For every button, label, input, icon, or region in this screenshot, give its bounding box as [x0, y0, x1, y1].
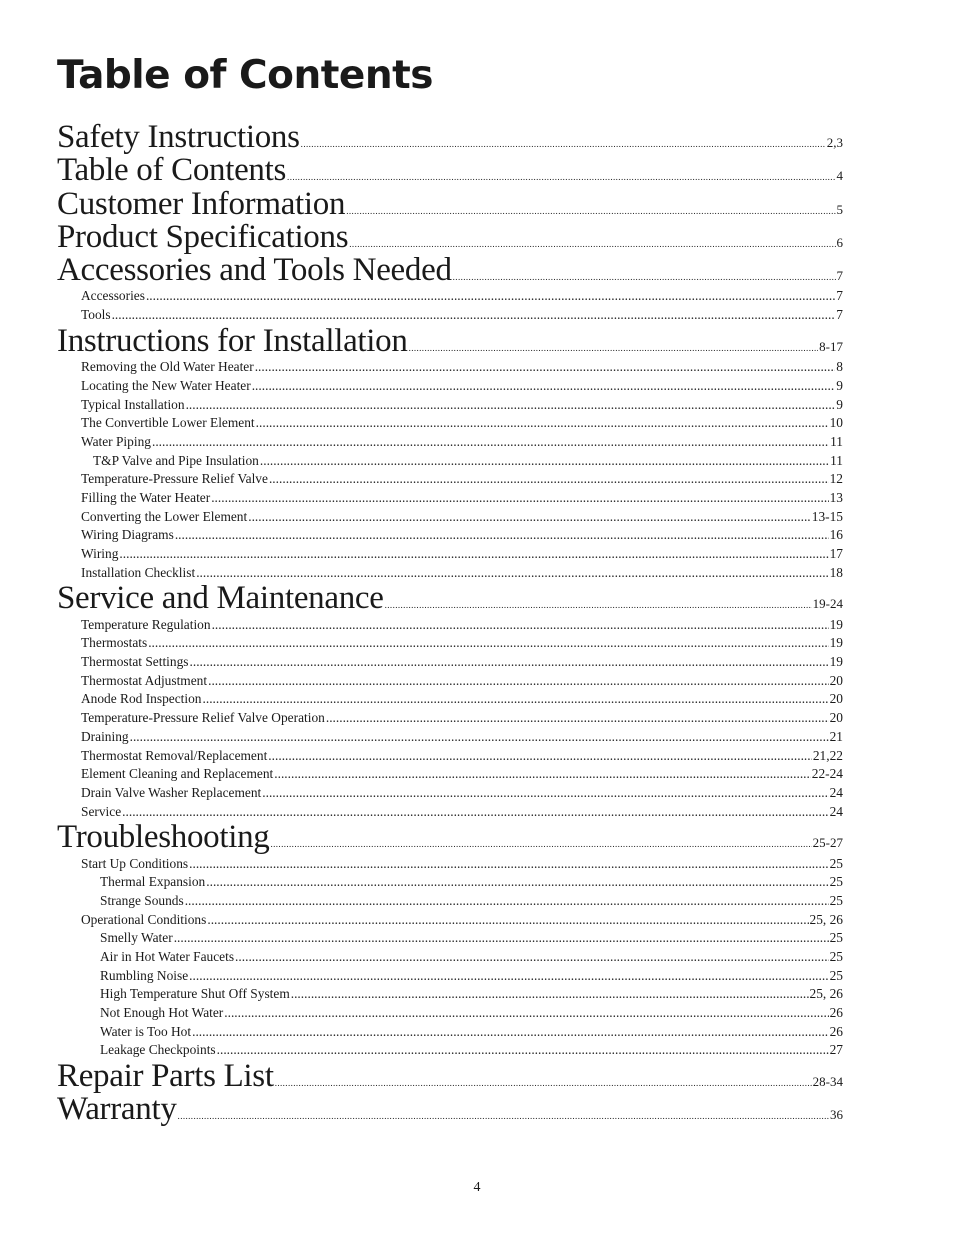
toc-entry-label: Drain Valve Washer Replacement — [81, 784, 262, 800]
toc-subsection-entry — [57, 526, 843, 545]
toc-entry-label: Wiring Diagrams — [81, 527, 174, 543]
dot-leader — [146, 287, 835, 306]
toc-entry-page: 19 — [829, 635, 843, 651]
toc-subsection-entry — [57, 948, 843, 967]
toc-entry-label: Accessories and Tools Needed — [57, 252, 452, 289]
toc-entry-label: High Temperature Shut Off System — [100, 986, 290, 1002]
dot-leader — [270, 839, 811, 849]
toc-entry-label: Anode Rod Inspection — [81, 691, 202, 707]
toc-entry-page: 19-24 — [812, 596, 843, 612]
toc-subsection-entry — [57, 653, 843, 672]
toc-subsection-entry — [57, 1023, 843, 1042]
toc-entry-page: 25 — [829, 930, 843, 946]
dot-leader — [274, 765, 811, 784]
page-title: Table of Contents — [57, 53, 433, 98]
toc-entry-label: Strange Sounds — [100, 892, 184, 908]
toc-subsection-entry — [57, 690, 843, 709]
toc-entry-label: Temperature Regulation — [81, 616, 211, 632]
toc-subsection-entry — [57, 396, 843, 415]
dot-leader — [255, 358, 836, 377]
dot-leader — [262, 784, 828, 803]
toc-entry-page: 25, 26 — [809, 986, 843, 1002]
table-of-contents — [57, 121, 843, 1127]
toc-subsection-entry — [57, 873, 843, 892]
toc-entry-page: 11 — [830, 433, 843, 449]
dot-leader — [275, 1078, 812, 1088]
dot-leader — [192, 1023, 829, 1042]
toc-subsection-entry — [57, 452, 843, 471]
toc-entry-label: Draining — [81, 728, 129, 744]
toc-entry-page: 13-15 — [811, 508, 843, 524]
toc-entry-page: 17 — [829, 546, 843, 562]
toc-entry-label: Converting the Lower Element — [81, 508, 248, 524]
toc-entry-page: 12 — [829, 471, 843, 487]
toc-subsection-entry — [57, 911, 843, 930]
toc-entry-page: 28-34 — [812, 1074, 843, 1090]
toc-subsection-entry — [57, 1004, 843, 1023]
dot-leader — [235, 948, 829, 967]
toc-subsection-entry — [57, 985, 843, 1004]
toc-entry-page: 20 — [829, 672, 843, 688]
dot-leader — [119, 545, 828, 564]
toc-section-entry — [57, 1060, 843, 1093]
toc-section-entry — [57, 121, 843, 154]
dot-leader — [268, 747, 812, 766]
toc-entry-page: 6 — [836, 234, 843, 250]
toc-subsection-entry — [57, 728, 843, 747]
toc-entry-label: Thermostats — [81, 635, 148, 651]
toc-entry-label: Installation Checklist — [81, 564, 196, 580]
toc-subsection-entry — [57, 784, 843, 803]
toc-entry-label: Start Up Conditions — [81, 855, 189, 871]
toc-entry-label: Customer Information — [57, 185, 346, 222]
toc-entry-label: Wiring — [81, 546, 119, 562]
toc-section-entry — [57, 582, 843, 615]
toc-entry-page: 25 — [829, 949, 843, 964]
dot-leader — [252, 377, 836, 396]
toc-entry-label: Troubleshooting — [57, 819, 270, 856]
toc-entry-page: 7 — [836, 307, 843, 323]
dot-leader — [203, 690, 829, 709]
toc-entry-label: Accessories — [81, 288, 145, 304]
toc-entry-page: 11 — [830, 452, 843, 468]
toc-subsection-entry — [57, 672, 843, 691]
toc-section-entry — [57, 821, 843, 854]
toc-entry-page: 19 — [829, 616, 843, 632]
toc-entry-page: 2,3 — [826, 135, 843, 150]
toc-entry-label: Table of Contents — [57, 152, 287, 189]
toc-entry-label: Filling the Water Heater — [81, 489, 211, 505]
toc-entry-page: 9 — [836, 377, 843, 393]
toc-entry-label: Water Piping — [81, 433, 151, 449]
dot-leader — [409, 343, 819, 353]
toc-entry-page: 25 — [829, 967, 843, 983]
dot-leader — [189, 855, 828, 874]
toc-entry-page: 25, 26 — [809, 911, 843, 927]
dot-leader — [189, 967, 828, 986]
toc-entry-page: 26 — [829, 1023, 843, 1039]
dot-leader — [148, 634, 828, 653]
toc-entry-page: 25 — [829, 874, 843, 890]
dot-leader — [301, 139, 826, 149]
toc-section-entry — [57, 322, 843, 359]
dot-leader — [453, 272, 836, 282]
dot-leader — [130, 728, 829, 747]
dot-leader — [152, 433, 829, 452]
toc-entry-page: 19 — [829, 654, 843, 670]
toc-entry-page: 36 — [830, 1107, 843, 1123]
toc-entry-page: 8 — [836, 359, 843, 375]
toc-entry-label: Removing the Old Water Heater — [81, 359, 254, 375]
toc-subsection-entry — [57, 765, 843, 784]
dot-leader — [385, 600, 812, 610]
toc-entry-label: Thermal Expansion — [100, 874, 206, 890]
toc-subsection-entry — [57, 433, 843, 452]
toc-entry-page: 27 — [829, 1042, 843, 1058]
toc-entry-label: Leakage Checkpoints — [100, 1042, 216, 1058]
toc-subsection-entry — [57, 634, 843, 653]
toc-entry-label: Safety Instructions — [57, 119, 300, 155]
dot-leader — [224, 1004, 828, 1023]
toc-entry-label: Repair Parts List — [57, 1058, 274, 1095]
toc-subsection-entry — [57, 967, 843, 986]
toc-section-entry — [57, 1093, 843, 1126]
dot-leader — [185, 892, 829, 911]
toc-subsection-entry — [57, 508, 843, 527]
toc-entry-label: Temperature-Pressure Relief Valve — [81, 471, 268, 487]
dot-leader — [217, 1041, 829, 1060]
toc-subsection-entry — [57, 747, 843, 766]
toc-section-entry — [57, 154, 843, 187]
toc-entry-label: Service and Maintenance — [57, 580, 384, 617]
toc-subsection-entry — [57, 855, 843, 874]
dot-leader — [256, 414, 829, 433]
toc-entry-page: 25 — [829, 892, 843, 908]
toc-entry-label: Warranty — [57, 1091, 177, 1128]
toc-subsection-entry — [57, 489, 843, 508]
dot-leader — [211, 489, 828, 508]
toc-entry-page: 10 — [829, 415, 843, 431]
dot-leader — [190, 653, 829, 672]
toc-entry-label: Operational Conditions — [81, 911, 207, 927]
dot-leader — [208, 672, 829, 691]
toc-entry-label: T&P Valve and Pipe Insulation — [93, 452, 259, 468]
toc-entry-label: Product Specifications — [57, 218, 349, 255]
toc-entry-label: Rumbling Noise — [100, 967, 189, 983]
toc-entry-page: 25 — [829, 855, 843, 871]
toc-subsection-entry — [57, 287, 843, 306]
toc-subsection-entry — [57, 545, 843, 564]
toc-entry-page: 7 — [836, 288, 843, 304]
toc-entry-page: 25-27 — [812, 835, 843, 851]
toc-section-entry — [57, 218, 843, 255]
dot-leader — [326, 709, 829, 728]
toc-subsection-entry — [57, 616, 843, 635]
dot-leader — [186, 396, 836, 415]
toc-entry-page: 21 — [829, 728, 843, 744]
toc-subsection-entry — [57, 929, 843, 948]
dot-leader — [248, 508, 811, 527]
toc-entry-label: Thermostat Adjustment — [81, 672, 208, 688]
dot-leader — [174, 929, 829, 948]
toc-subsection-entry — [57, 377, 843, 396]
dot-leader — [178, 1111, 829, 1121]
dot-leader — [291, 985, 809, 1004]
toc-section-entry — [57, 254, 843, 287]
toc-entry-page: 22-24 — [811, 766, 843, 782]
dot-leader — [287, 172, 835, 182]
toc-section-entry — [57, 185, 843, 222]
toc-entry-page: 16 — [829, 527, 843, 543]
dot-leader — [349, 239, 835, 249]
toc-entry-page: 20 — [829, 710, 843, 726]
toc-entry-label: Temperature-Pressure Relief Valve Operation — [81, 710, 325, 726]
toc-entry-page: 7 — [836, 268, 843, 284]
toc-entry-label: Thermostat Settings — [81, 654, 189, 670]
dot-leader — [260, 452, 829, 471]
toc-entry-label: Element Cleaning and Replacement — [81, 766, 274, 782]
toc-entry-page: 20 — [829, 691, 843, 707]
toc-entry-page: 4 — [836, 168, 843, 184]
toc-subsection-entry — [57, 709, 843, 728]
toc-subsection-entry — [57, 414, 843, 433]
toc-entry-label: Typical Installation — [81, 396, 185, 412]
toc-entry-page: 18 — [829, 564, 843, 580]
toc-entry-page: 13 — [829, 489, 843, 505]
page-number: 4 — [473, 1180, 481, 1195]
toc-entry-label: Smelly Water — [100, 930, 173, 946]
toc-entry-label: Water is Too Hot — [100, 1023, 192, 1039]
toc-entry-label: Thermostat Removal/Replacement — [81, 747, 268, 763]
toc-entry-page: 9 — [836, 396, 843, 412]
toc-entry-label: The Convertible Lower Element — [81, 415, 255, 431]
dot-leader — [212, 616, 829, 635]
toc-entry-page: 26 — [829, 1005, 843, 1021]
toc-entry-label: Air in Hot Water Faucets — [100, 949, 235, 964]
toc-entry-page: 8-17 — [819, 338, 843, 354]
toc-entry-label: Not Enough Hot Water — [100, 1005, 224, 1021]
dot-leader — [207, 911, 808, 930]
dot-leader — [206, 873, 828, 892]
toc-entry-page: 5 — [836, 201, 843, 217]
dot-leader — [346, 206, 835, 216]
toc-entry-label: Locating the New Water Heater — [81, 377, 251, 393]
toc-entry-page: 24 — [829, 784, 843, 800]
toc-subsection-entry — [57, 470, 843, 489]
toc-subsection-entry — [57, 892, 843, 911]
toc-entry-page: 24 — [829, 803, 843, 819]
toc-entry-label: Instructions for Installation — [57, 322, 408, 359]
toc-subsection-entry — [57, 358, 843, 377]
dot-leader — [175, 526, 829, 545]
dot-leader — [269, 470, 829, 489]
toc-entry-page: 21,22 — [812, 747, 843, 763]
toc-entry-label: Tools — [81, 307, 111, 323]
toc-entry-label: Service — [81, 803, 122, 819]
